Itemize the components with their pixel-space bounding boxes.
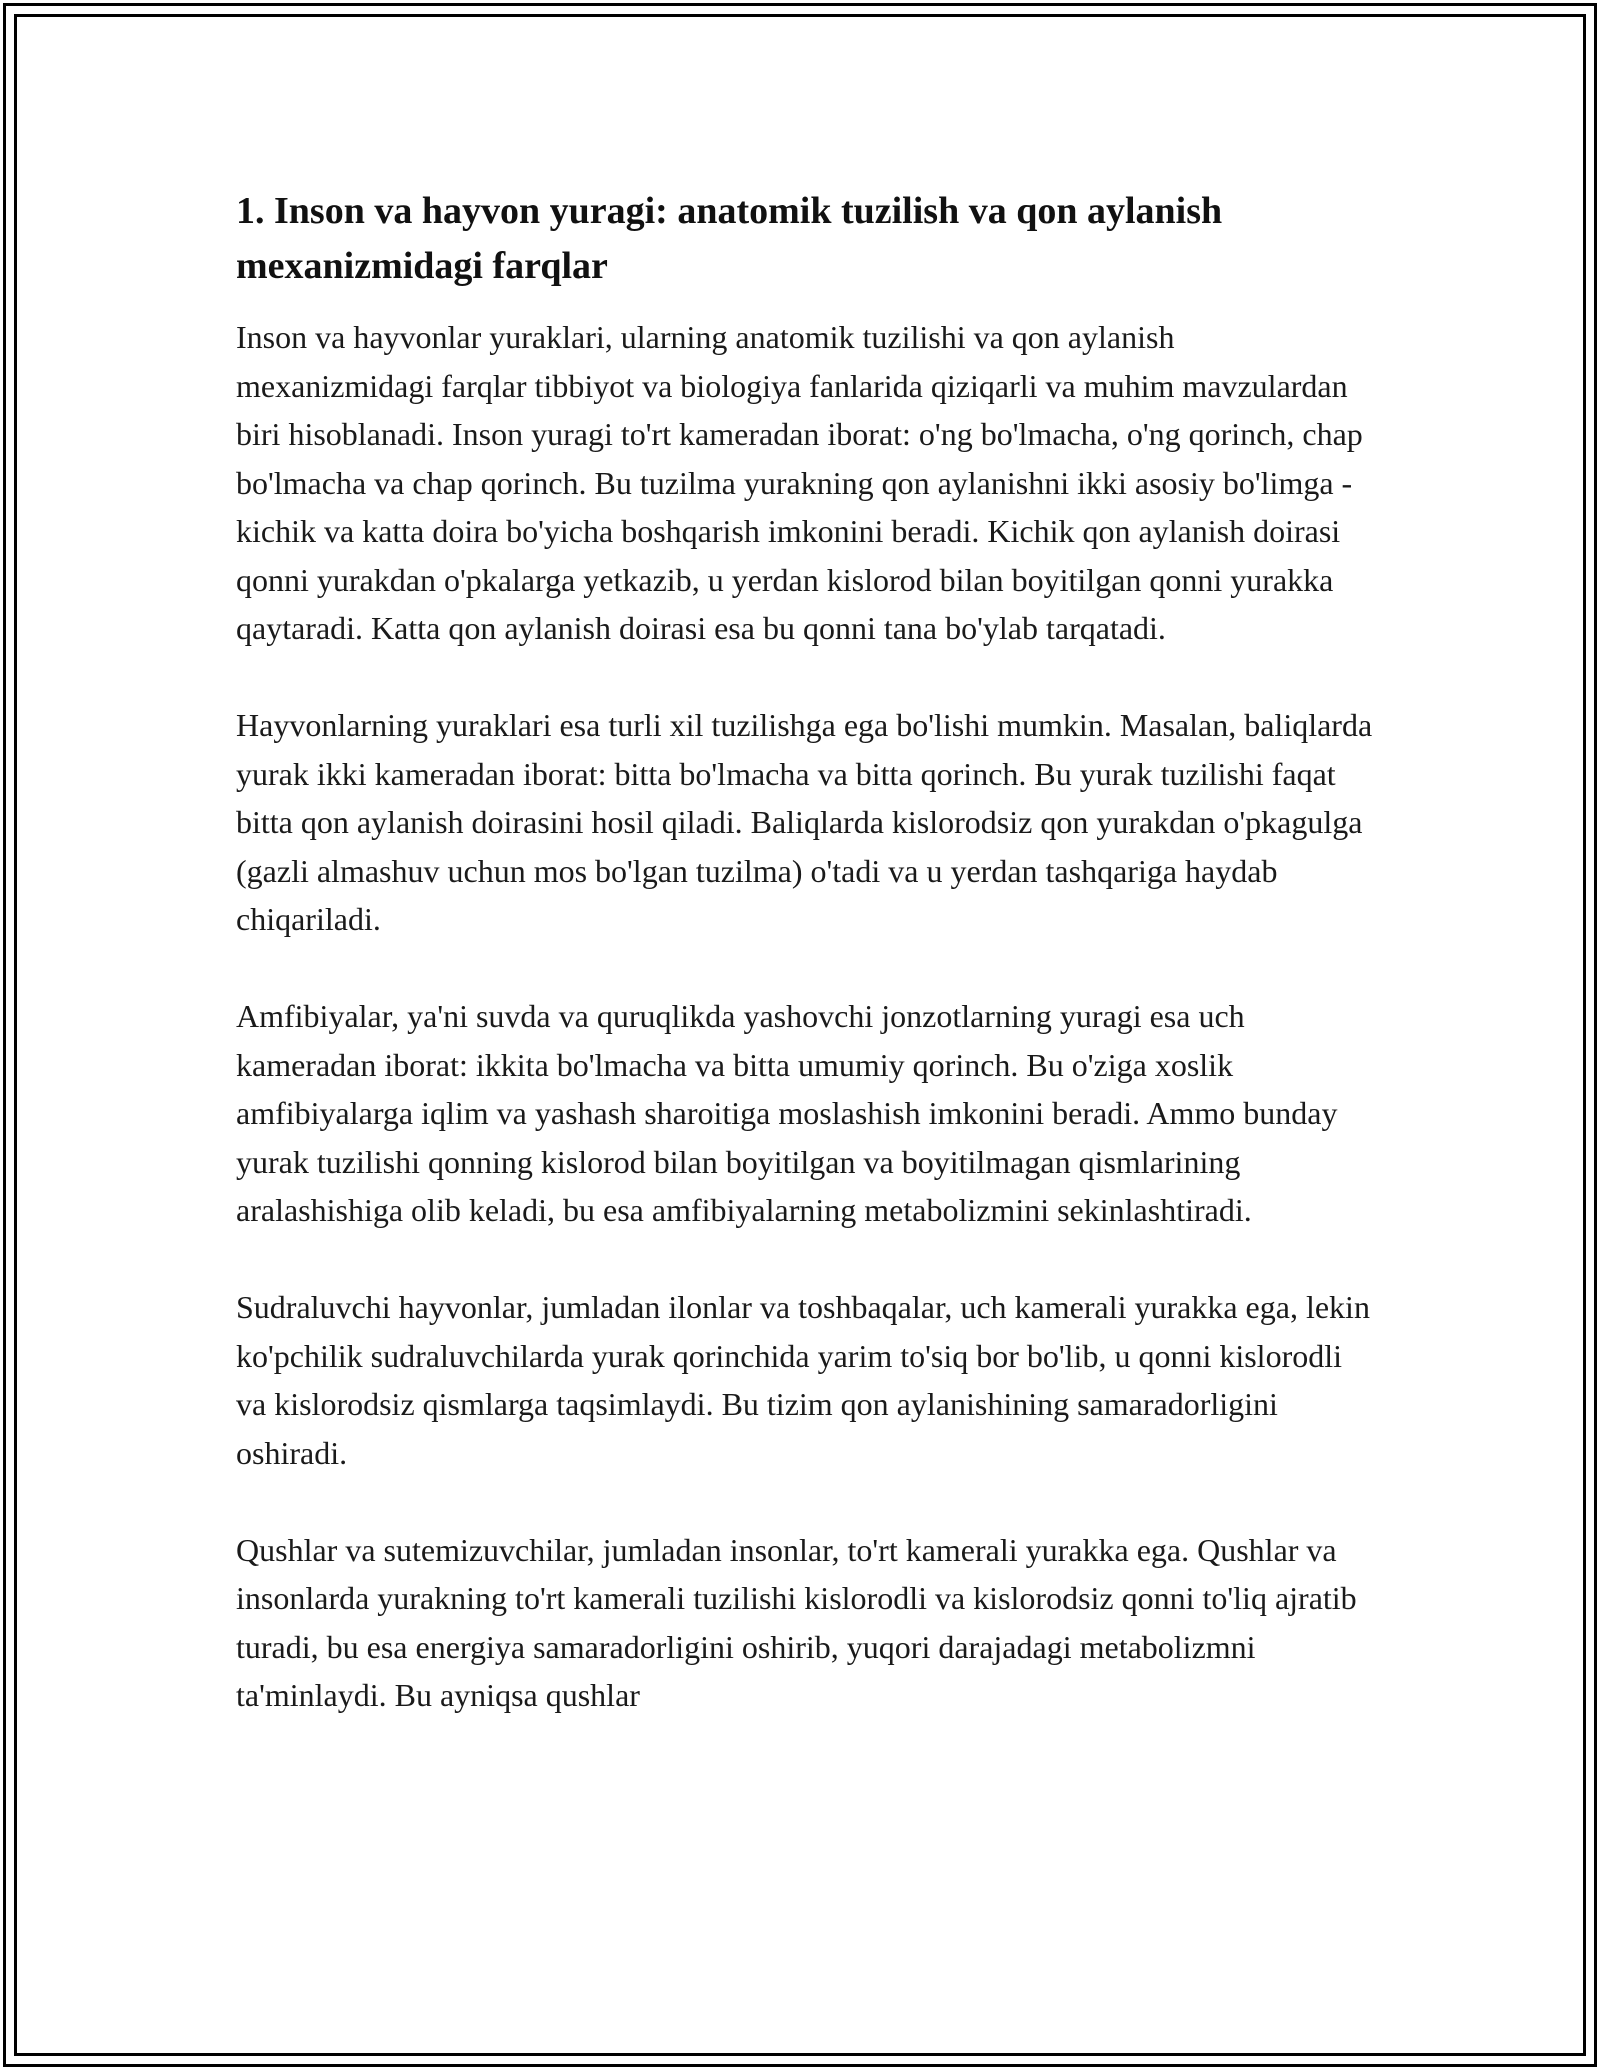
paragraph-2: Hayvonlarning yuraklari esa turli xil tuzilishga ega bo'lishi mumkin. Masalan, baliqlarda yurak ikki kameradan iborat: bitta bo'lmacha va bitta qorinch. Bu yurak tuzilishi faqat bitta qon aylanish doirasini hosil qiladi. Baliqlarda kislorodsiz qon yurakdan o'pkagulga (gazli almashuv uchun mos bo'lgan tuzilma) o'tadi va u yerdan tashqariga haydab chiqariladi. <box>236 707 1373 937</box>
paragraph-5: Qushlar va sutemizuvchilar, jumladan insonlar, to'rt kamerali yurakka ega. Qushlar va insonlarda yurakning to'rt kamerali tuzilishi kislorodli va kislorodsiz qonni to'liq ajratib turadi, bu esa energiya samaradorligini oshirib, yuqori darajadagi metabolizmni ta'minlaydi. Bu ayniqsa qushlar <box>236 1531 1357 1713</box>
paragraph-1: Inson va hayvonlar yuraklari, ularning anatomik tuzilishi va qon aylanish mexanizmidagi farqlar tibbiyot va biologiya fanlarida qiziqarli va muhim mavzulardan biri hisoblanadi. Inson yuragi to'rt kameradan iborat: o'ng bo'lmacha, o'ng qorinch, chap bo'lmacha va chap qorinch. Bu tuzilma yurakning qon aylanishni ikki asosiy bo'limga - kichik va katta doira bo'yicha boshqarish imkonini beradi. Kichik qon aylanish doirasi qonni yurakdan o'pkalarga yetkazib, u yerdan kislorod bilan boyitilgan qonni yurakka qaytaradi. Katta qon aylanish doirasi esa bu qonni tana bo'ylab tarqatadi. <box>236 319 1363 646</box>
paragraph-4: Sudraluvchi hayvonlar, jumladan ilonlar va toshbaqalar, uch kamerali yurakka ega, lekin ko'pchilik sudraluvchilarda yurak qorinchida yarim to'siq bor bo'lib, u qonni kislorodli va kislorodsiz qismlarga taqsimlaydi. Bu tizim qon aylanishining samaradorligini oshiradi. <box>236 1289 1370 1471</box>
paragraph-3: Amfibiyalar, ya'ni suvda va quruqlikda yashovchi jonzotlarning yuragi esa uch kameradan iborat: ikkita bo'lmacha va bitta umumiy qorinch. Bu o'ziga xoslik amfibiyalarga iqlim va yashash sharoitiga moslashish imkonini beradi. Ammo bunday yurak tuzilishi qonning kislorod bilan boyitilgan va boyitilmagan qismlarining aralashishiga olib keladi, bu esa amfibiyalarning metabolizmini sekinlashtiradi. <box>236 998 1338 1228</box>
document-body <box>236 184 1376 1768</box>
document-title: 1. Inson va hayvon yuragi: anatomik tuzilish va qon aylanish mexanizmidagi farqlar <box>236 190 1223 287</box>
